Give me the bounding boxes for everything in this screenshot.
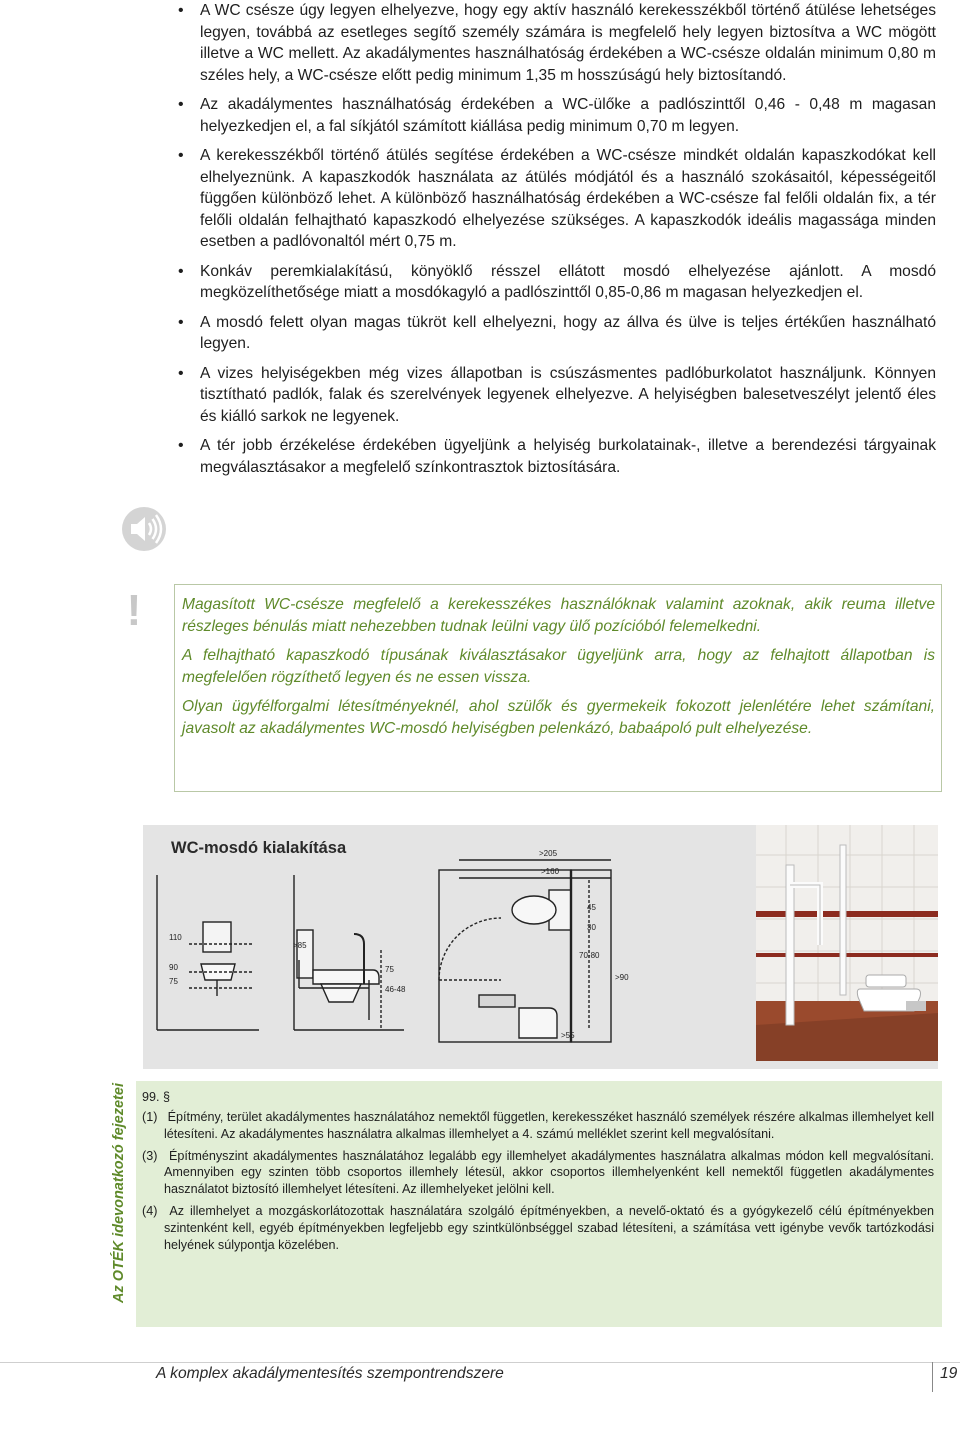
law-excerpt-box <box>136 1081 942 1327</box>
dim-label: 110 <box>169 933 182 942</box>
dim-label: 70-80 <box>579 951 600 960</box>
law-paragraph-text: Építmény, terület akadálymentes használatához nemektől független, kerekesszéket használó személyek részére alkalmas illemhelyet kell létesíteni. Az akadálymentes használatra alkalmas illemhelyet a 4. számú melléklet szerint kell megvalósítani. <box>164 1110 934 1141</box>
note-paragraph: A felhajtható kapaszkodó típusának kiválasztásakor ügyeljünk arra, hogy az felhajtott állapotban is megfelelően rögzíthető legyen és ne essen vissza. <box>182 647 935 686</box>
bullet-item: • Az akadálymentes használhatóság érdekében a WC-ülőke a padlószinttől 0,46 - 0,48 m magasan helyezkedjen el, a fal síkjától számított kiállása pedig minimum 0,70 m legyen. <box>176 94 936 137</box>
warning-note-box <box>174 584 942 792</box>
dim-label: >55 <box>561 1031 575 1040</box>
speaker-icon <box>120 505 168 553</box>
restroom-photo <box>756 825 938 1061</box>
note-paragraph: Magasított WC-csésze megfelelő a kerekesszékes használóknak valamint azoknak, akik reuma illetve részleges bénulás miatt nehezebben tudnak leülni vagy ülő pozícióból felemelkedni. <box>182 596 935 635</box>
footer-title: A komplex akadálymentesítés szempontrendszere <box>156 1365 504 1382</box>
law-paragraph <box>142 1109 934 1143</box>
footer-separator <box>932 1362 933 1392</box>
dim-label: 46-48 <box>385 985 406 994</box>
warning-icon: ! <box>126 586 142 635</box>
page-number: 19 <box>940 1365 958 1382</box>
dim-label: 90 <box>169 963 178 972</box>
law-paragraph-number: (3) <box>142 1148 158 1163</box>
dim-label: >160 <box>541 867 560 876</box>
dim-label: 45 <box>587 903 596 912</box>
note-paragraph: Olyan ügyfélforgalmi létesítményeknél, ahol szülők és gyermekeik fokozott jelenlétére lehet számítani, javasolt az akadálymentes WC-mosdó helyiségben pelenkázó, babaápoló pult elhelyezése. <box>182 698 935 737</box>
law-paragraph <box>142 1203 934 1253</box>
bullet-list <box>176 0 936 486</box>
section-side-label <box>100 1083 138 1303</box>
law-paragraph <box>142 1148 934 1198</box>
law-heading: 99. § <box>142 1090 171 1104</box>
bullet-item: • A mosdó felett olyan magas tükröt kell elhelyezni, hogy az állva és ülve is teljes értékűen használható legyen. <box>176 312 936 355</box>
dim-label: 75 <box>169 977 178 986</box>
side-label-text: Az OTÉK idevonatkozó fejezetei <box>111 1083 127 1303</box>
dim-label: >205 <box>539 849 558 858</box>
law-paragraph-number: (1) <box>142 1110 158 1124</box>
footer-divider <box>0 1362 960 1363</box>
wc-layout-figure <box>143 825 938 1069</box>
bullet-item: • A tér jobb érzékelése érdekében ügyeljünk a helyiség burkolatainak-, illetve a berendezési tárgyainak megválasztásakor a megfelelő színkontrasztok biztosítására. <box>176 435 936 478</box>
bullet-item: • A kerekesszékből történő átülés segítése érdekében a WC-csésze mindkét oldalán kapaszkodókat kell elhelyeznünk. A kapaszkodók használata az átülés módjától és a használó szokásaitól, képességeitől függően különböző lehet. A különböző használhatóság érdekében a WC-csésze fal felőli oldalán fix, a tér felőli oldalán felhajtható kapaszkodó elhelyezése szükséges. A kapaszkodók ideális magassága minden esetben a padlóvonaltól mért 0,75 m. <box>176 145 936 253</box>
wc-layout-drawing <box>149 830 734 1062</box>
law-paragraph-text: Az illemhelyet a mozgáskorlátozottak használatára szolgáló építményekben, a nevelő-oktató és a gyógykezelő célú építményekben szintenként kell, egyéb építményekben legfeljebb egy szintkülönbséggel szabad létesíteni, a számítása vett igénybe vevők tartózkodási helyének súlypontja közelében. <box>164 1203 934 1252</box>
bullet-item: • Konkáv peremkialakítású, könyöklő résszel ellátott mosdó elhelyezése ajánlott. A mosdó megközelíthetősége miatt a mosdókagyló a padlószinttől 0,85-0,86 m magasan helyezkedjen el. <box>176 261 936 304</box>
law-paragraph-text: Építményszint akadálymentes használatához legalább egy illemhelyet akadálymentes használatra alkalmas módon kell megvalósítani. Amennyiben egy szinten több csoportos illemhely létesül, akkor csoportos illemhelyenként kell nemektől független akadálymentes használatot biztosító illemhelyet létesíteni. Az illemhelyeket jelölni kell. <box>164 1148 935 1197</box>
dim-label: 75 <box>385 965 394 974</box>
dim-label: >90 <box>615 973 629 982</box>
law-paragraph-number: (4) <box>142 1203 158 1218</box>
dim-label: >85 <box>293 941 307 950</box>
dim-label: 30 <box>587 923 596 932</box>
bullet-item: • A WC csésze úgy legyen elhelyezve, hogy egy aktív használó kerekesszékből történő átülése lehetséges legyen, továbbá az esetleges segítő személy számára is megfelelő hely legyen biztosítva a WC mögött illetve a WC mellett. Az akadálymentes használhatóság érdekében a WC-csésze oldalán minimum 0,80 m széles hely, a WC-csésze előtt pedig minimum 1,35 m hosszúságú hely biztosítandó. <box>176 0 936 86</box>
bullet-item: • A vizes helyiségekben még vizes állapotban is csúszásmentes padlóburkolatot használjunk. Könnyen tisztítható padlók, falak és szerelvények legyenek elhelyezve. A helyiségben balesetveszélyt jelentő éles és kiálló sarkok ne legyenek. <box>176 363 936 428</box>
figure-title: WC-mosdó kialakítása <box>171 839 347 857</box>
